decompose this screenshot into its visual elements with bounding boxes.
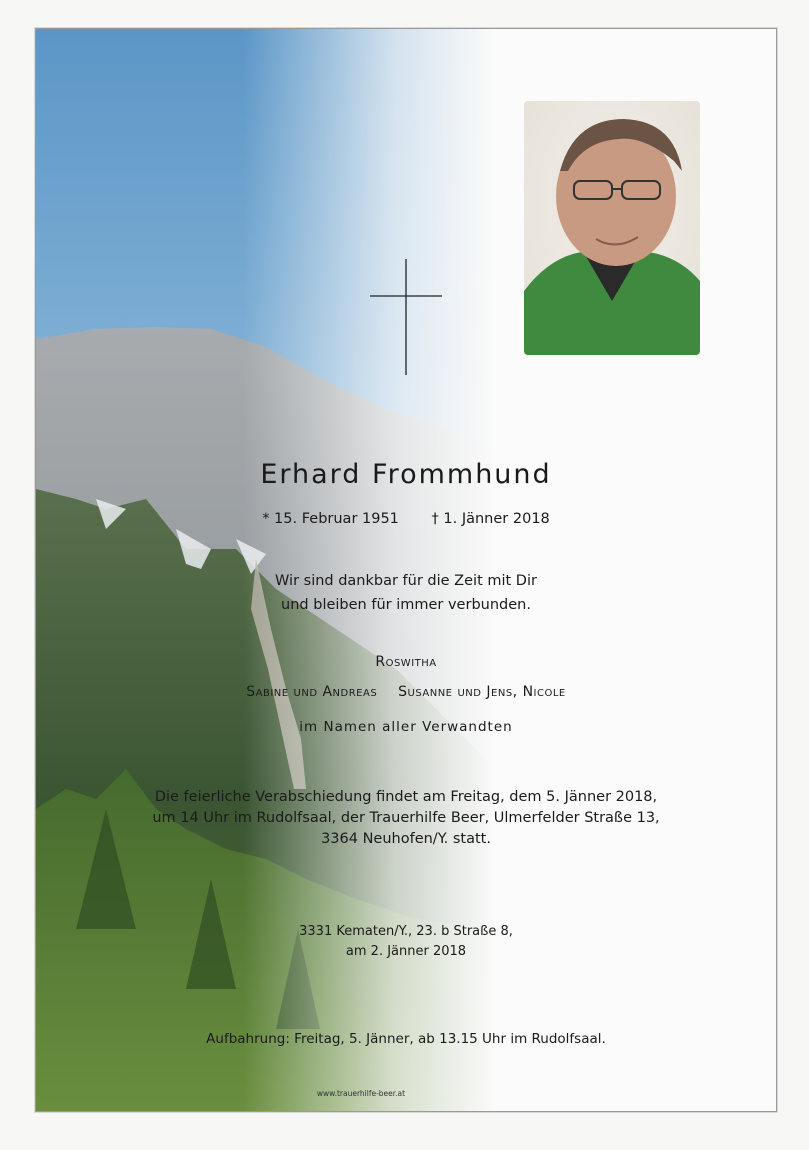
birth-date: * 15. Februar 1951 (262, 511, 399, 527)
life-dates (36, 511, 776, 527)
deceased-name: Erhard Frommhund (260, 459, 552, 490)
portrait-photo (524, 101, 700, 355)
death-date: † 1. Jänner 2018 (431, 511, 550, 527)
ceremony-line-3: 3364 Neuhofen/Y. statt. (321, 831, 491, 847)
website-link[interactable]: www.trauerhilfe-beer.at (316, 1089, 406, 1098)
family-address (36, 922, 776, 962)
memorial-quote (36, 569, 776, 617)
ceremony-line-2: um 14 Uhr im Rudolfsaal, der Trauerhilfe Beer, Ulmerfelder Straße 13, (152, 810, 660, 826)
card-frame (35, 28, 777, 1112)
cross-icon (370, 259, 442, 375)
mourner-group-2: Susanne und Jens, Nicole (398, 684, 566, 700)
viewing-info: Aufbahrung: Freitag, 5. Jänner, ab 13.15 Uhr im Rudolfsaal. (206, 1031, 606, 1047)
ceremony-info (36, 787, 776, 850)
mourner-primary: Roswitha (375, 654, 437, 670)
relatives-note: im Namen aller Verwandten (299, 719, 513, 735)
mourner-groups (36, 684, 776, 700)
address-line-1: 3331 Kematen/Y., 23. b Straße 8, (299, 924, 513, 939)
quote-line-1: Wir sind dankbar für die Zeit mit Dir (275, 573, 537, 589)
quote-line-2: und bleiben für immer verbunden. (281, 597, 531, 613)
mourner-group-1: Sabine und Andreas (246, 684, 378, 700)
ceremony-line-1: Die feierliche Verabschiedung findet am Freitag, dem 5. Jänner 2018, (154, 789, 658, 805)
address-line-2: am 2. Jänner 2018 (345, 944, 467, 959)
